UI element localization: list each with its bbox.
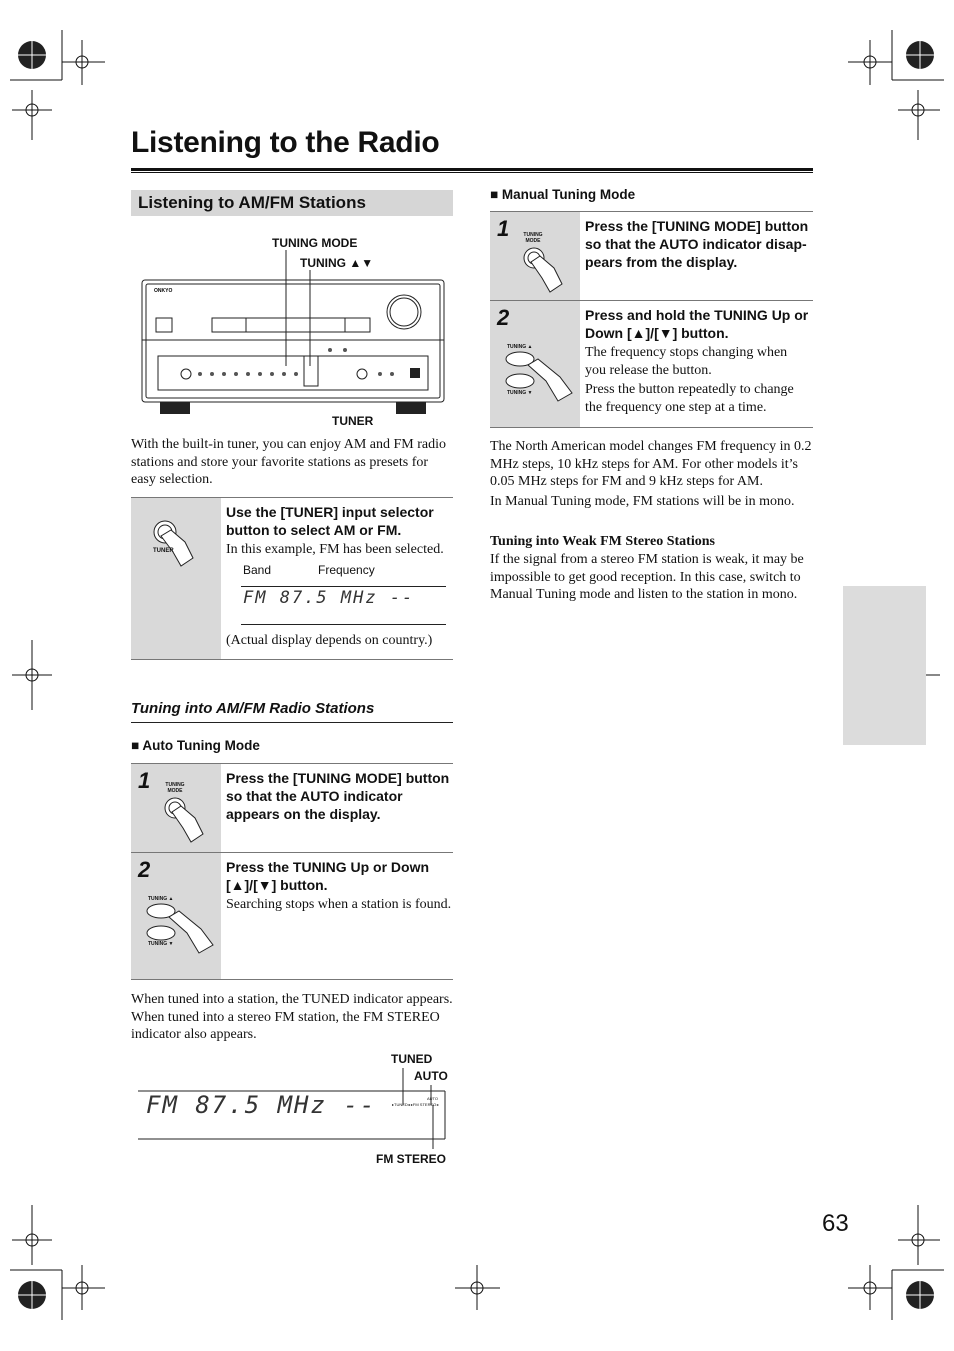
receiver-front-panel: [140, 250, 450, 420]
label-tuner: TUNER: [332, 414, 374, 428]
manual-step-2-bold: Press and hold the TUNING Up or Down [▲]/[▼] button.: [585, 307, 809, 341]
label-auto: AUTO: [414, 1069, 448, 1083]
label-fm-stereo: FM STEREO: [376, 1152, 447, 1166]
page-title: Listening to the Radio: [131, 126, 440, 159]
tuner-step-box: [131, 497, 453, 660]
manual-step-2-text2: Press the button repeatedly to change the frequency one step at a time.: [585, 382, 794, 415]
display-footnote: (Actual display depends on country.): [226, 633, 433, 648]
tuner-step-note: In this example, FM has been selected.: [226, 542, 444, 557]
title-rule: [131, 168, 813, 171]
tuning-mode-icon-label: TUNING MODE: [523, 232, 543, 244]
manual-tuning-heading: ■ Manual Tuning Mode: [490, 187, 636, 202]
manual-step-2-text: The frequency stops changing when you release the button.: [585, 345, 788, 378]
label-tuning: TUNING ▲▼: [300, 256, 374, 270]
auto-step-2-text: Searching stops when a station is found.: [226, 897, 452, 912]
tuning-mode-icon-label: TUNING MODE: [165, 782, 185, 794]
tuning-updown-buttons-icon: [145, 903, 221, 963]
auto-step-2: [131, 852, 453, 980]
tuner-step-bold: Use the [TUNER] input selector button to select AM or FM.: [226, 504, 434, 538]
mono-paragraph: In Manual Tuning mode, FM stations will be in mono.: [490, 494, 795, 509]
lcd-tuned-indicator: ▸TUNED◂ ▸FM STEREO◂: [392, 1102, 439, 1107]
label-tuned: TUNED: [391, 1052, 433, 1066]
auto-tuning-heading: ■ Auto Tuning Mode: [131, 738, 260, 753]
subheading-tuning: Tuning into AM/FM Radio Stations: [131, 700, 375, 717]
intro-paragraph: With the built-in tuner, you can enjoy AM and FM radio stations and store your favorite stations as presets for easy selection.: [131, 437, 446, 487]
tuner-lcd-display: FM 87.5 MHz --: [243, 588, 415, 608]
step-number: 2: [497, 305, 510, 330]
weak-stations-text: If the signal from a stereo FM station is weak, it may be impossible to get good reception. In this case, switch to Manual Tuning mode and listen to the station in mono.: [490, 552, 804, 602]
frequency-label: Frequency: [318, 563, 375, 577]
step-number: 1: [497, 216, 510, 241]
tuning-up-label: TUNING ▲: [507, 344, 533, 350]
page-number: 63: [822, 1210, 849, 1237]
weak-stations-heading: Tuning into Weak FM Stereo Stations: [490, 534, 715, 549]
step-size-paragraph: The North American model changes FM frequency in 0.2 MHz steps, 10 kHz steps for AM. For other models it’s 0.05 MHz steps for FM and 9 kHz steps for AM.: [490, 439, 812, 489]
step-number: 2: [138, 857, 151, 882]
manual-tuning-heading-text: Manual Tuning Mode: [501, 187, 636, 202]
title-rule-thin: [131, 172, 813, 173]
label-tuning-mode: TUNING MODE: [272, 236, 358, 250]
auto-step-2-bold: Press the TUNING Up or Down [▲]/[▼] button.: [226, 859, 430, 893]
tuning-mode-button-icon: [163, 796, 219, 852]
band-label: Band: [243, 563, 272, 577]
manual-step-2: [490, 300, 813, 428]
brand-logo: ONKYO: [154, 288, 173, 294]
side-tab: [843, 586, 926, 745]
manual-step-1: [490, 211, 813, 301]
tuning-up-label: TUNING ▲: [148, 896, 174, 902]
tuning-down-label: TUNING ▼: [148, 941, 174, 947]
auto-tuning-heading-text: Auto Tuning Mode: [142, 738, 260, 753]
manual-step-1-bold: Press the [TUNING MODE] button so that the AUTO indicator disap-pears from the display.: [585, 218, 809, 270]
tuner-icon-label: TUNER: [153, 548, 174, 554]
tuning-mode-button-icon: [522, 246, 578, 302]
auto-step-1: [131, 763, 453, 853]
tuning-down-label: TUNING ▼: [507, 390, 533, 396]
step-number: 1: [138, 768, 151, 793]
lcd-auto-indicator: AUTO: [427, 1096, 439, 1101]
tuning-updown-buttons-icon: [504, 351, 580, 411]
section-heading: Listening to AM/FM Stations: [131, 190, 453, 216]
tuned-indicator-paragraph: When tuned into a station, the TUNED indicator appears. When tuned into a stereo FM station, the FM STEREO indicator also appears.: [131, 992, 453, 1042]
auto-step-1-bold: Press the [TUNING MODE] button so that the AUTO indicator appears on the display.: [226, 770, 450, 822]
main-lcd-display: FM 87.5 MHz --: [146, 1091, 377, 1119]
